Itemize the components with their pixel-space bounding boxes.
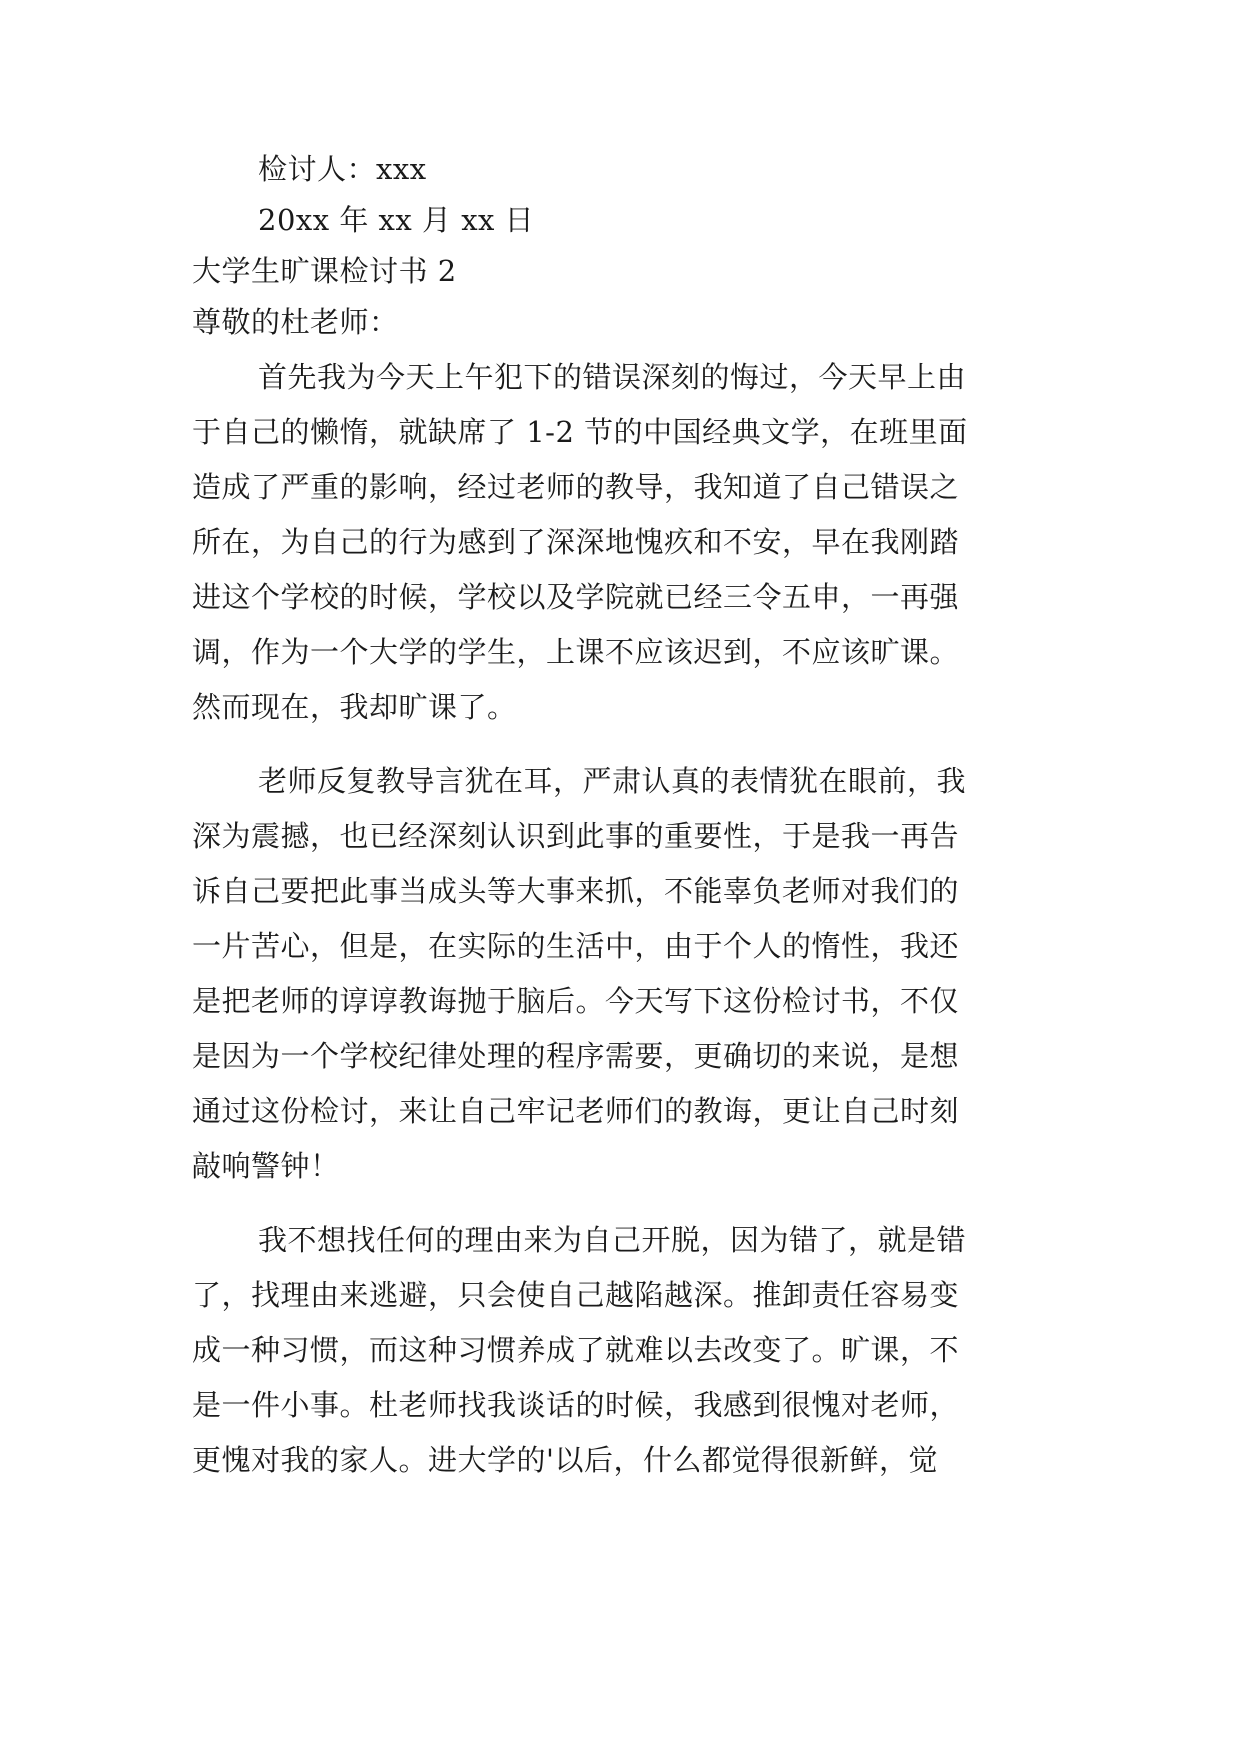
paragraph-2-line-2: 深为震撼，也已经深刻认识到此事的重要性，于是我一再告 xyxy=(192,819,960,853)
paragraph-3-line-4: 是一件小事。杜老师找我谈话的时候，我感到很愧对老师， xyxy=(192,1388,960,1422)
paragraph-3-line-1: 我不想找任何的理由来为自己开脱，因为错了，就是错 xyxy=(258,1223,967,1257)
signature-date: 20xx 年 xx 月 xx 日 xyxy=(258,203,535,237)
paragraph-3-line-2: 了，找理由来逃避，只会使自己越陷越深。推卸责任容易变 xyxy=(192,1278,960,1312)
paragraph-1-line-4: 所在，为自己的行为感到了深深地愧疚和不安，早在我刚踏 xyxy=(192,525,960,559)
paragraph-2-line-8: 敲响警钟！ xyxy=(192,1149,340,1183)
paragraph-2-line-5: 是把老师的谆谆教诲抛于脑后。今天写下这份检讨书，不仅 xyxy=(192,984,960,1018)
paragraph-2-line-1: 老师反复教导言犹在耳，严肃认真的表情犹在眼前，我 xyxy=(258,764,967,798)
paragraph-2-line-3: 诉自己要把此事当成头等大事来抓，不能辜负老师对我们的 xyxy=(192,874,960,908)
paragraph-1-line-6: 调，作为一个大学的学生，上课不应该迟到，不应该旷课。 xyxy=(192,635,960,669)
document-title: 大学生旷课检讨书 2 xyxy=(192,254,457,288)
paragraph-1-line-5: 进这个学校的时候，学校以及学院就已经三令五申，一再强 xyxy=(192,580,960,614)
reviewer-signature: 检讨人：xxx xyxy=(258,152,427,186)
paragraph-2-line-6: 是因为一个学校纪律处理的程序需要，更确切的来说，是想 xyxy=(192,1039,960,1073)
paragraph-1-line-3: 造成了严重的影响，经过老师的教导，我知道了自己错误之 xyxy=(192,470,960,504)
paragraph-2-line-4: 一片苦心，但是，在实际的生活中，由于个人的惰性，我还 xyxy=(192,929,960,963)
paragraph-3-line-5: 更愧对我的家人。进大学的'以后，什么都觉得很新鲜，觉 xyxy=(192,1443,938,1477)
paragraph-1-line-1: 首先我为今天上午犯下的错误深刻的悔过，今天早上由 xyxy=(258,360,967,394)
salutation: 尊敬的杜老师： xyxy=(192,305,399,339)
paragraph-3-line-3: 成一种习惯，而这种习惯养成了就难以去改变了。旷课，不 xyxy=(192,1333,960,1367)
paragraph-1-line-7: 然而现在，我却旷课了。 xyxy=(192,690,517,724)
paragraph-1-line-2: 于自己的懒惰，就缺席了 1-2 节的中国经典文学，在班里面 xyxy=(192,415,968,449)
paragraph-2-line-7: 通过这份检讨，来让自己牢记老师们的教诲，更让自己时刻 xyxy=(192,1094,960,1128)
